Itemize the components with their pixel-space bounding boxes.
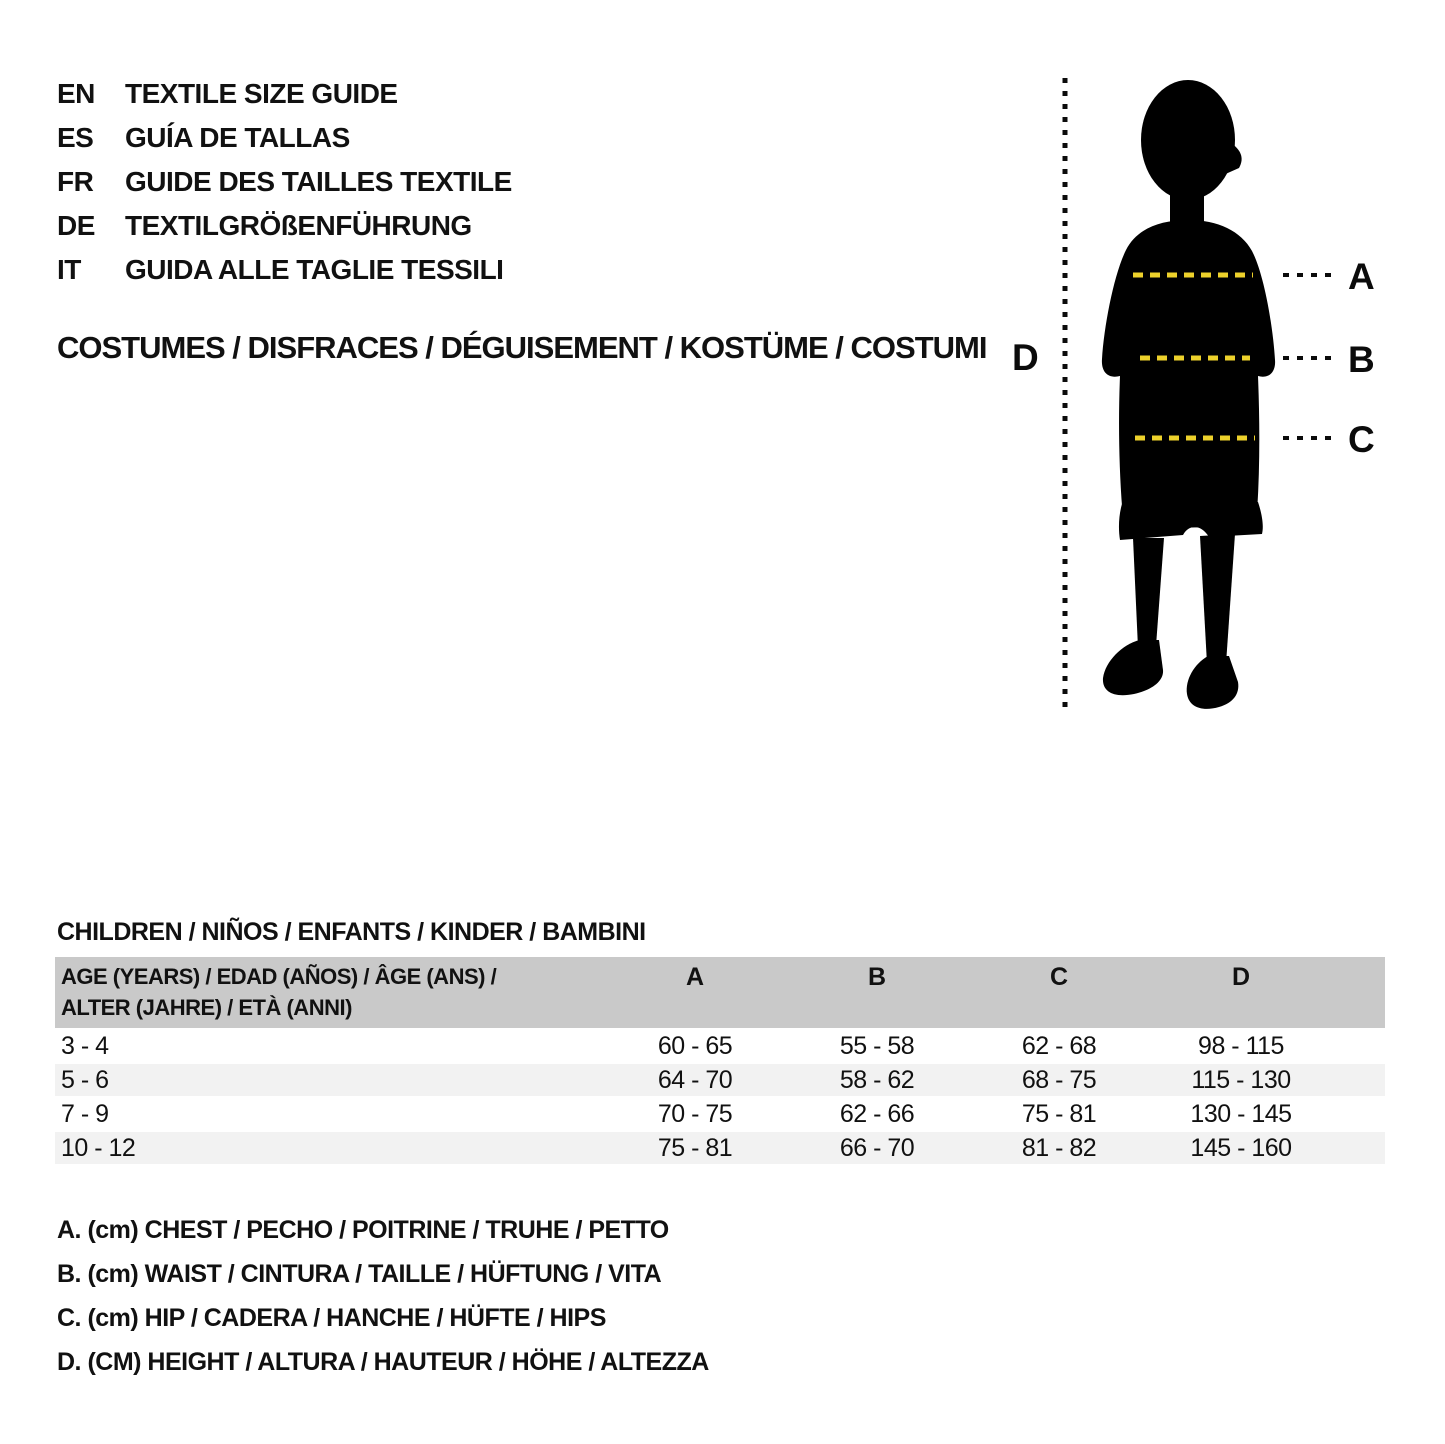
chest-cell: 70 - 75 xyxy=(657,1099,733,1128)
column-header-b: B xyxy=(867,963,887,991)
chest-cell: 75 - 81 xyxy=(657,1133,733,1162)
table-row xyxy=(55,1096,1385,1130)
language-title-list xyxy=(57,72,512,292)
age-column-header xyxy=(55,957,604,1023)
lang-row-en xyxy=(57,72,512,116)
lang-code: IT xyxy=(57,254,81,285)
hip-cell: 68 - 75 xyxy=(1021,1065,1097,1094)
size-table xyxy=(55,957,1385,1164)
lang-row-fr xyxy=(57,160,512,204)
height-cell: 130 - 145 xyxy=(1190,1099,1292,1128)
age-header-line2: ALTER (JAHRE) / ETÀ (ANNI) xyxy=(61,995,352,1020)
lang-title: GUIDE DES TAILLES TEXTILE xyxy=(125,166,512,197)
hip-cell: 75 - 81 xyxy=(1021,1099,1097,1128)
lang-row-es xyxy=(57,116,512,160)
height-cell: 145 - 160 xyxy=(1190,1133,1292,1162)
lang-title: GUÍA DE TALLAS xyxy=(125,122,350,153)
measurement-figure xyxy=(1000,60,1445,730)
column-header-c: C xyxy=(1049,963,1069,991)
column-header-a: A xyxy=(685,963,705,991)
child-silhouette-icon xyxy=(1102,80,1275,709)
height-cell: 98 - 115 xyxy=(1198,1031,1284,1060)
legend-chest: A. (cm) CHEST / PECHO / POITRINE / TRUHE / PETTO xyxy=(57,1215,669,1244)
lang-code: ES xyxy=(57,122,94,153)
legend-waist: B. (cm) WAIST / CINTURA / TAILLE / HÜFTUNG / VITA xyxy=(57,1259,662,1288)
waist-cell: 62 - 66 xyxy=(839,1099,915,1128)
age-header-line1: AGE (YEARS) / EDAD (AÑOS) / ÂGE (ANS) / xyxy=(61,964,497,989)
chest-cell: 64 - 70 xyxy=(657,1065,733,1094)
legend-hip: C. (cm) HIP / CADERA / HANCHE / HÜFTE / HIPS xyxy=(57,1303,606,1332)
age-cell: 3 - 4 xyxy=(61,1031,109,1060)
table-row xyxy=(55,1062,1385,1096)
hip-cell: 81 - 82 xyxy=(1021,1133,1097,1162)
waist-cell: 58 - 62 xyxy=(839,1065,915,1094)
figure-label-b: B xyxy=(1348,339,1375,380)
age-cell: 5 - 6 xyxy=(61,1065,109,1094)
waist-cell: 66 - 70 xyxy=(839,1133,915,1162)
lang-row-de xyxy=(57,204,512,248)
lang-title: TEXTILGRÖßENFÜHRUNG xyxy=(125,210,472,241)
chest-cell: 60 - 65 xyxy=(657,1031,733,1060)
lang-row-it xyxy=(57,248,512,292)
section-title-children: CHILDREN / NIÑOS / ENFANTS / KINDER / BAMBINI xyxy=(57,918,646,946)
table-header-row xyxy=(55,957,1385,1028)
table-row xyxy=(55,1130,1385,1164)
height-cell: 115 - 130 xyxy=(1191,1065,1291,1094)
lang-code: DE xyxy=(57,210,95,241)
age-cell: 7 - 9 xyxy=(61,1099,109,1128)
figure-label-a: A xyxy=(1348,256,1375,297)
lang-code: FR xyxy=(57,166,94,197)
measurement-legend xyxy=(57,1208,709,1384)
lang-title: TEXTILE SIZE GUIDE xyxy=(125,78,398,109)
table-row xyxy=(55,1028,1385,1062)
legend-height: D. (CM) HEIGHT / ALTURA / HAUTEUR / HÖHE / ALTEZZA xyxy=(57,1347,709,1376)
age-cell: 10 - 12 xyxy=(61,1133,136,1162)
hip-cell: 62 - 68 xyxy=(1021,1031,1097,1060)
column-header-d: D xyxy=(1231,963,1251,991)
figure-label-d: D xyxy=(1012,337,1039,378)
category-title: COSTUMES / DISFRACES / DÉGUISEMENT / KOSTÜME / COSTUMI xyxy=(57,330,987,365)
lang-title: GUIDA ALLE TAGLIE TESSILI xyxy=(125,254,504,285)
figure-label-c: C xyxy=(1348,419,1375,460)
waist-cell: 55 - 58 xyxy=(839,1031,915,1060)
lang-code: EN xyxy=(57,78,95,109)
